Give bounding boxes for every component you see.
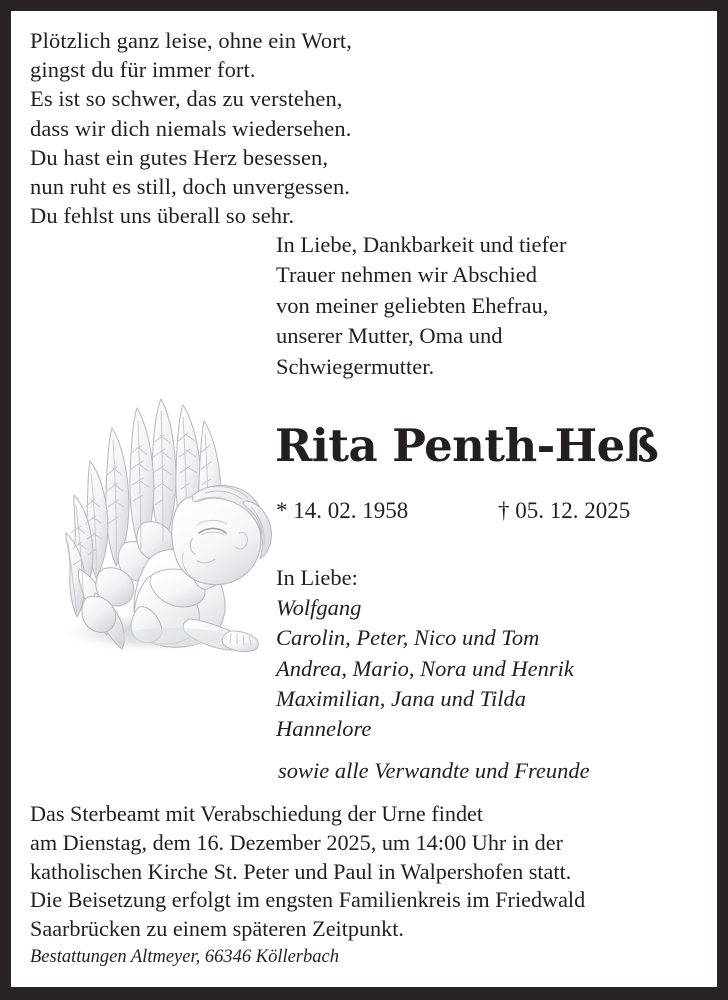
mourner-line: Wolfgang bbox=[276, 595, 362, 621]
birth-date: * 14. 02. 1958 bbox=[276, 498, 409, 523]
arrangements-line: am Dienstag, dem 16. Dezember 2025, um 14:00 Uhr in der bbox=[30, 829, 563, 855]
arrangements-line: katholischen Kirche St. Peter und Paul in Walpershofen statt. bbox=[30, 858, 572, 884]
poem-line: nun ruht es still, doch unvergessen. bbox=[30, 174, 351, 200]
deceased-name: Rita Penth-Heß bbox=[275, 419, 659, 472]
arrangements-line: Das Sterbeamt mit Verabschiedung der Urne findet bbox=[30, 801, 484, 826]
death-date: † 05. 12. 2025 bbox=[498, 498, 631, 523]
dedication-line: Trauer nehmen wir Abschied bbox=[276, 262, 537, 288]
dedication-line: unserer Mutter, Oma und bbox=[276, 323, 503, 349]
dedication-line: von meiner geliebten Ehefrau, bbox=[276, 292, 549, 318]
arrangements-line: Saarbrücken zu einem späteren Zeitpunkt. bbox=[30, 916, 404, 942]
memorial-poem bbox=[30, 26, 510, 230]
dedication-line: In Liebe, Dankbarkeit und tiefer bbox=[276, 232, 567, 257]
mourners-list bbox=[276, 563, 706, 786]
notice-content bbox=[11, 11, 717, 987]
mourners-heading: In Liebe: bbox=[276, 565, 358, 590]
mourners-closing: sowie alle Verwandte und Freunde bbox=[278, 758, 590, 784]
poem-line: dass wir dich niemals wiedersehen. bbox=[30, 115, 352, 141]
mourner-line: Maximilian, Jana und Tilda bbox=[276, 685, 526, 711]
undertaker-credit: Bestattungen Altmeyer, 66346 Köllerbach bbox=[30, 947, 339, 967]
poem-line: gingst du für immer fort. bbox=[30, 57, 256, 83]
dedication-line: Schwiegermutter. bbox=[276, 353, 435, 379]
sleeping-angel-cherub-statue-icon bbox=[33, 383, 285, 665]
mourner-line: Hannelore bbox=[276, 716, 372, 742]
mourner-line: Carolin, Peter, Nico und Tom bbox=[276, 625, 540, 651]
dedication-text bbox=[276, 230, 696, 382]
funeral-arrangements bbox=[30, 800, 710, 944]
poem-line: Plötzlich ganz leise, ohne ein Wort, bbox=[30, 28, 352, 53]
life-dates bbox=[276, 496, 706, 526]
poem-line: Du hast ein gutes Herz besessen, bbox=[30, 144, 329, 170]
arrangements-line: Die Beisetzung erfolgt im engsten Familienkreis im Friedwald bbox=[30, 887, 586, 913]
poem-line: Du fehlst uns überall so sehr. bbox=[30, 203, 295, 229]
mourner-line: Andrea, Mario, Nora und Henrik bbox=[276, 655, 574, 681]
poem-line: Es ist so schwer, das zu verstehen, bbox=[30, 86, 343, 112]
